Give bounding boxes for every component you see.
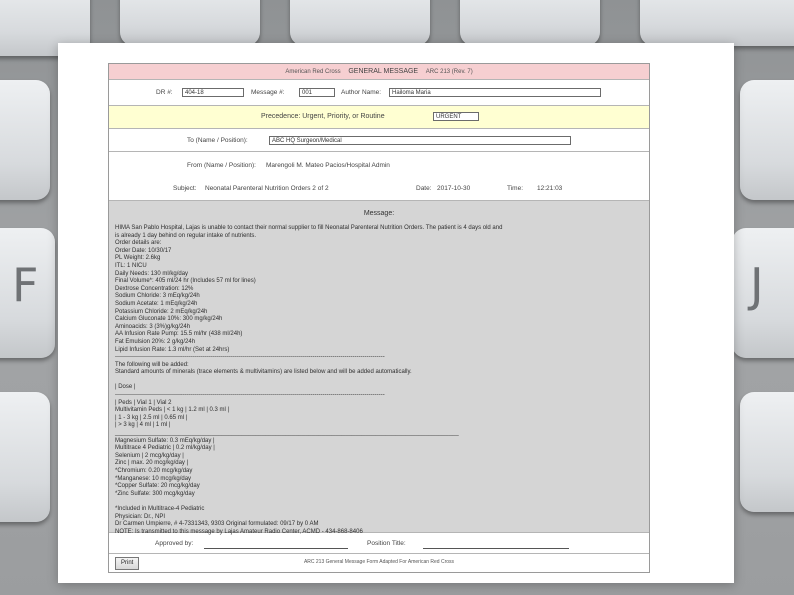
message-line: NOTE: Is transmitted to this message by Lajas Amateur Radio Center, ACMD - 434-868-8406 [115,528,363,535]
document-sheet [58,43,734,583]
keyboard-key [0,392,50,522]
message-line: Selenium | 2 mcg/kg/day | [115,452,184,459]
message-line: _______________________________________________________________________________________________________ [115,430,459,437]
message-line: Multivitamin Peds | < 1 kg | 1.2 ml | 0.3 ml | [115,407,230,414]
to-label: To (Name / Position): [187,137,248,144]
time-value[interactable]: 12:21:03 [537,185,563,192]
message-line: | Dose | [115,384,136,391]
message-line: *Included in Multitrace-4 Pediatric [115,505,205,512]
header-form-number: ARC 213 (Rev. 7) [425,69,473,75]
message-line: Magnesium Sulfate: 0.3 mEq/kg/day | [115,437,215,444]
message-line: --------------------------------------------------------------------------------------------------------------------------------------- [115,392,385,399]
message-line: Order details are: [115,240,162,247]
keyboard-key [290,0,430,46]
approval-row [109,533,649,554]
message-line: *Copper Sulfate: 20 mcg/kg/day [115,483,200,490]
message-line: Dr Carmen Umpierre, # 4-7331343, 9303 Original formulated: 09/17 by 0 AM [115,521,319,528]
message-heading: Message: [363,210,395,217]
keyboard-key [740,80,794,200]
time-label: Time: [507,185,524,192]
message-line: --------------------------------------------------------------------------------------------------------------------------------------- [115,354,385,361]
message-line: ITL: 1 NICU [115,262,147,269]
form-header [109,64,649,80]
message-line: The following will be added: [115,361,189,368]
general-message-form [108,63,650,573]
header-title: GENERAL MESSAGE [348,68,419,75]
message-line: Zinc | max. 20 mcg/kg/day | [115,460,189,467]
message-line: Fat Emulsion 20%: 2 g/kg/24h [115,338,196,345]
message-line: Final Volume*: 405 ml/24 hr (Includes 57 ml for lines) [115,278,256,285]
message-number-label: Message #: [251,89,285,96]
message-line: | Peds | Vial 1 | Vial 2 [115,399,172,406]
position-title-label: Position Title: [367,540,406,547]
message-line: Sodium Acetate: 1 mEq/kg/24h [115,300,198,307]
from-label: From (Name / Position): [187,162,256,169]
message-number-field[interactable]: 001 [299,88,335,97]
keyboard-key [0,80,50,200]
approved-by-line[interactable] [204,548,348,549]
subject-label: Subject: [173,185,197,192]
to-field[interactable]: ABC HQ Surgeon/Medical [269,136,571,145]
key-letter-j: J [750,258,764,312]
sender-subject-row [109,152,649,201]
precedence-field[interactable]: URGENT [433,112,479,121]
recipient-row [109,129,649,152]
message-line: Dextrose Concentration: 12% [115,285,194,292]
date-label: Date: [416,185,432,192]
message-line: Order Date: 10/30/17 [115,247,172,254]
precedence-label: Precedence: Urgent, Priority, or Routine [261,113,385,120]
message-line: is already 1 day behind on regular intake of nutrients. [115,232,257,239]
message-line: | 1 - 3 kg | 2.5 ml | 0.65 ml | [115,414,188,421]
message-line: *Manganese: 10 mcg/kg/day [115,475,192,482]
message-line: HIMA San Pablo Hospital, Lajas is unable to contact their normal supplier to fill Neonatal Parenteral Nutrition Orders. The patient is 4 days old and [115,225,503,231]
keyboard-key [460,0,600,46]
message-body [115,225,645,536]
print-button[interactable]: Print [115,557,139,570]
from-value[interactable]: Marengoli M. Mateo Pacios/Hospital Admin [266,162,390,169]
message-line: | > 3 kg | 4 ml | 1 ml | [115,422,171,429]
footer-text: ARC 213 General Message Form Adapted For American Red Cross [303,559,455,565]
message-line: Aminoacids: 3 (3%)g/kg/24h [115,323,191,330]
message-line [115,377,645,385]
identification-row [109,80,649,106]
message-line: Calcium Gluconate 10%: 300 mg/kg/24h [115,316,223,323]
author-name-field[interactable]: Hailoma Maria [389,88,601,97]
message-line: Standard amounts of minerals (trace elements & multivitamins) are listed below and will be added automatically. [115,369,412,376]
footer-row [109,554,649,572]
message-line: AA Infusion Rate Pump: 15.5 ml/hr (438 ml/24h) [115,331,243,338]
keyboard-key [640,0,794,46]
position-title-line[interactable] [423,548,569,549]
dr-label: DR #: [156,89,173,96]
message-line: PL Weight: 2.6kg [115,255,161,262]
message-line: Physician: Dr., NPI [115,513,166,520]
message-line: Multitrace 4 Pediatric | 0.2 ml/kg/day | [115,445,215,452]
message-line: Daily Needs: 130 ml/kg/day [115,270,189,277]
date-value[interactable]: 2017-10-30 [437,185,471,192]
message-area[interactable] [109,201,649,533]
message-line: Potassium Chloride: 2 mEq/kg/24h [115,308,208,315]
keyboard-key [740,392,794,512]
approved-by-label: Approved by: [155,540,194,547]
dr-number-field[interactable]: 404-18 [182,88,244,97]
message-line [115,498,645,506]
message-line: *Chromium: 0.20 mcg/kg/day [115,468,193,474]
header-org: American Red Cross [285,69,341,75]
precedence-row [109,106,649,129]
author-label: Author Name: [341,89,382,96]
message-line: Lipid Infusion Rate: 1.3 ml/hr (Set at 24hrs) [115,346,230,353]
key-letter-f: F [12,258,39,312]
message-line: Sodium Chloride: 3 mEq/kg/24h [115,293,200,300]
subject-value[interactable]: Neonatal Parenteral Nutrition Orders 2 of 2 [205,185,329,192]
message-line: *Zinc Sulfate: 300 mcg/kg/day [115,490,195,497]
keyboard-key [120,0,260,46]
